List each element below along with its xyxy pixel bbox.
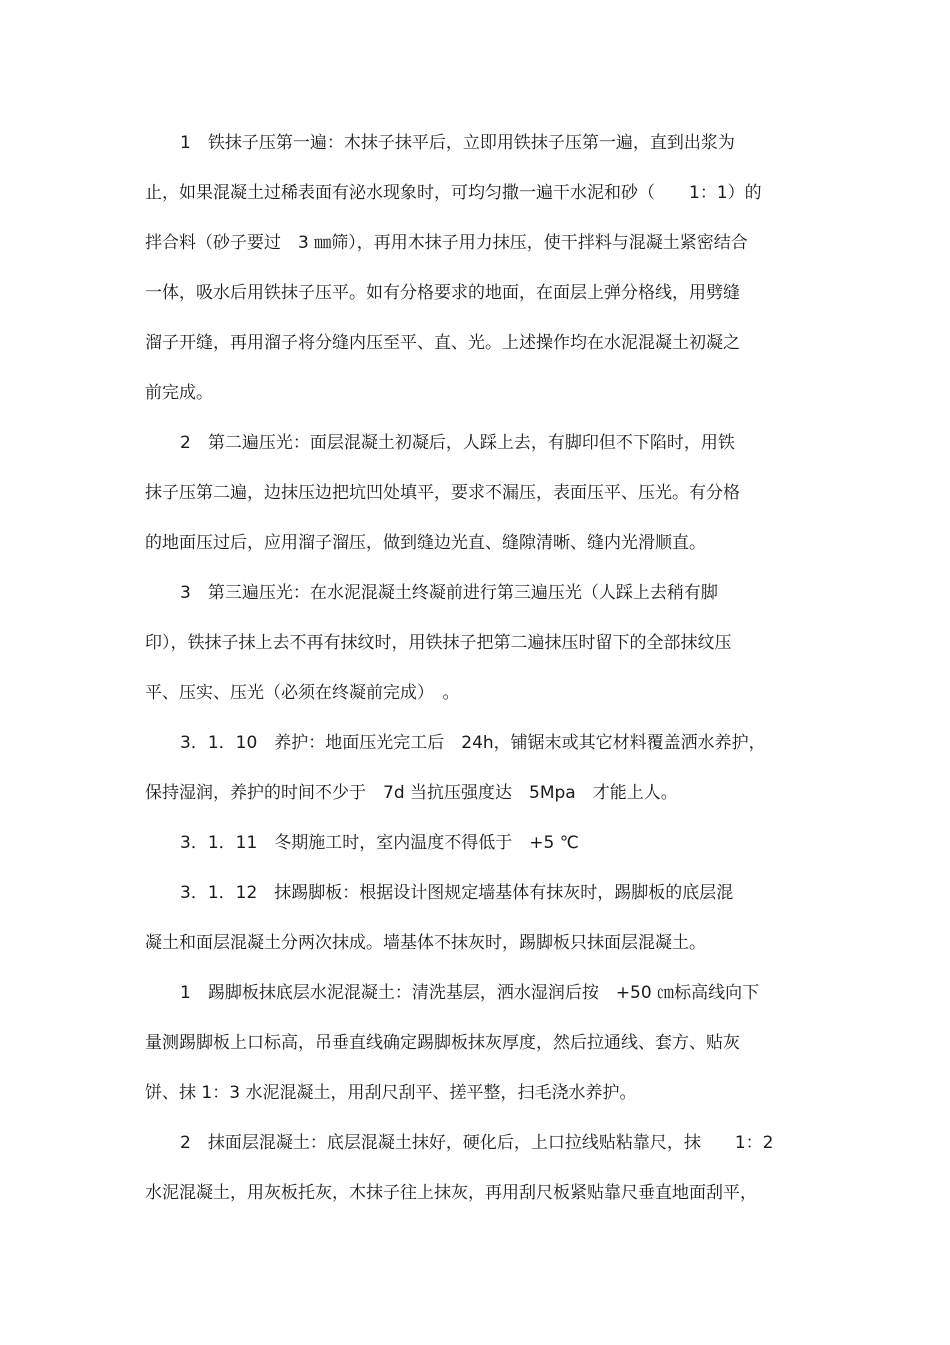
paragraph-line: 3．1．11 冬期施工时，室内温度不得低于 +5 ℃: [180, 833, 579, 853]
paragraph-line: 饼、抹 1：3 水泥混凝土，用刮尺刮平、搓平整，扫毛浇水养护。: [145, 1083, 637, 1103]
paragraph-line: 3．1．12 抹踢脚板：根据设计图规定墙基体有抹灰时，踢脚板的底层混: [180, 883, 734, 903]
paragraph-line: 一体，吸水后用铁抹子压平。如有分格要求的地面，在面层上弹分格线，用劈缝: [145, 283, 740, 303]
paragraph-line: 3 第三遍压光：在水泥混凝土终凝前进行第三遍压光（人踩上去稍有脚: [180, 583, 718, 603]
paragraph-line: 3．1．10 养护：地面压光完工后 24h，铺锯末或其它材料覆盖洒水养护，: [180, 733, 766, 753]
paragraph-line: 1 踢脚板抹底层水泥混凝土：清洗基层，洒水湿润后按 +50 ㎝标高线向下: [180, 983, 760, 1003]
paragraph-line: 印），铁抹子抹上去不再有抹纹时，用铁抹子把第二遍抹压时留下的全部抹纹压: [145, 633, 732, 653]
paragraph-line: 水泥混凝土，用灰板托灰，木抹子往上抹灰，再用刮尺板紧贴靠尺垂直地面刮平，: [145, 1183, 757, 1203]
paragraph-line: 拌合料（砂子要过 3 ㎜筛），再用木抹子用力抹压，使干拌料与混凝土紧密结合: [145, 233, 748, 253]
paragraph-line: 1 铁抹子压第一遍：木抹子抹平后，立即用铁抹子压第一遍，直到出浆为: [180, 133, 735, 153]
paragraph-line: 平、压实、压光（必须在终凝前完成） 。: [145, 683, 460, 703]
paragraph-line: 2 第二遍压光：面层混凝土初凝后，人踩上去，有脚印但不下陷时，用铁: [180, 433, 735, 453]
paragraph-line: 的地面压过后，应用溜子溜压，做到缝边光直、缝隙清晰、缝内光滑顺直。: [145, 533, 706, 553]
paragraph-line: 2 抹面层混凝土：底层混凝土抹好，硬化后，上口拉线贴粘靠尺，抹 1：2: [180, 1133, 774, 1153]
paragraph-line: 量测踢脚板上口标高，吊垂直线确定踢脚板抹灰厚度，然后拉通线、套方、贴灰: [145, 1033, 740, 1053]
paragraph-line: 前完成。: [145, 383, 213, 403]
paragraph-line: 止，如果混凝土过稀表面有泌水现象时，可均匀撒一遍干水泥和砂（ 1：1）的: [145, 183, 762, 203]
paragraph-line: 抹子压第二遍，边抹压边把坑凹处填平，要求不漏压，表面压平、压光。有分格: [145, 483, 740, 503]
paragraph-line: 溜子开缝，再用溜子将分缝内压至平、直、光。上述操作均在水泥混凝土初凝之: [145, 333, 740, 353]
paragraph-line: 保持湿润，养护的时间不少于 7d 当抗压强度达 5Mpa 才能上人。: [145, 783, 678, 803]
paragraph-line: 凝土和面层混凝土分两次抹成。墙基体不抹灰时，踢脚板只抹面层混凝土。: [145, 933, 706, 953]
